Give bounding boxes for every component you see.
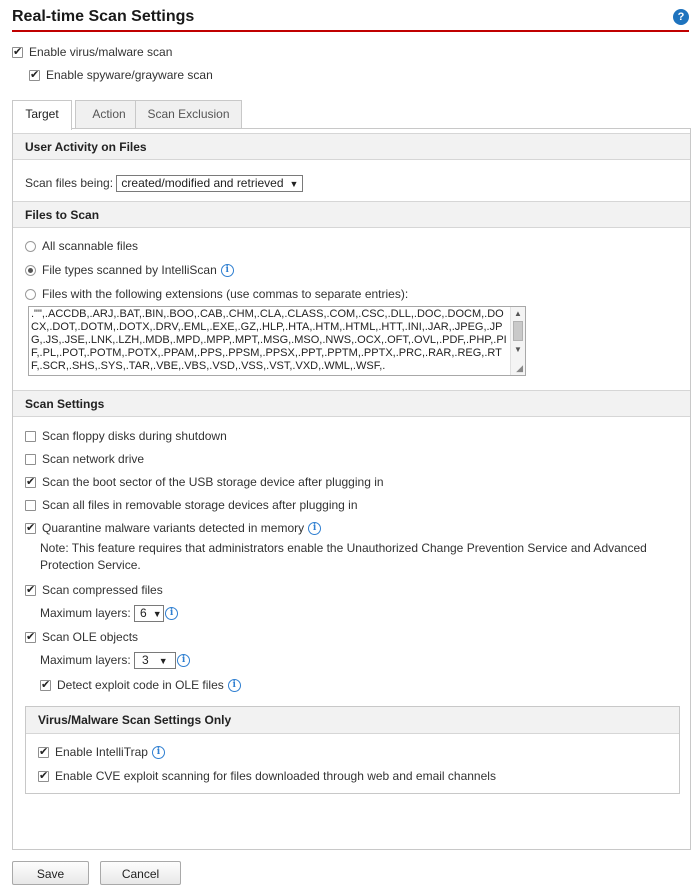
ole-layers-row bbox=[40, 652, 190, 669]
extensions-textarea[interactable] bbox=[28, 306, 526, 376]
info-icon[interactable]: i bbox=[165, 607, 178, 620]
option-all-scannable[interactable] bbox=[25, 238, 138, 254]
option-intelliscan[interactable] bbox=[25, 262, 234, 278]
page-header bbox=[12, 6, 689, 32]
scan-floppy-checkbox[interactable] bbox=[25, 431, 36, 442]
scan-usb-boot-label: Scan the boot sector of the USB storage device after plugging in bbox=[42, 475, 384, 489]
compressed-layers-select[interactable] bbox=[134, 605, 164, 622]
scan-floppy-label: Scan floppy disks during shutdown bbox=[42, 429, 227, 443]
scan-compressed-option[interactable] bbox=[25, 582, 163, 598]
ole-layers-select[interactable] bbox=[134, 652, 176, 669]
ole-layers-label: Maximum layers: bbox=[40, 653, 131, 667]
scan-files-being-row bbox=[25, 175, 303, 192]
chevron-down-icon: ▼ bbox=[158, 656, 168, 667]
ole-layers-value: 3 bbox=[142, 653, 149, 668]
scroll-thumb[interactable] bbox=[513, 321, 523, 341]
scan-ole-option[interactable] bbox=[25, 629, 138, 645]
compressed-layers-label: Maximum layers: bbox=[40, 606, 131, 620]
all-scannable-radio[interactable] bbox=[25, 241, 36, 252]
scan-removable-label: Scan all files in removable storage devices after plugging in bbox=[42, 498, 358, 512]
chevron-down-icon: ▼ bbox=[289, 179, 299, 190]
scan-usb-boot-checkbox[interactable] bbox=[25, 477, 36, 488]
detect-exploit-checkbox[interactable] bbox=[40, 680, 51, 691]
info-icon[interactable]: i bbox=[177, 654, 190, 667]
user-activity-heading: User Activity on Files bbox=[13, 133, 690, 160]
help-icon[interactable]: ? bbox=[673, 9, 689, 25]
info-icon[interactable]: i bbox=[308, 522, 321, 535]
scan-usb-boot-option[interactable] bbox=[25, 474, 384, 490]
intelliscan-label: File types scanned by IntelliScan bbox=[42, 263, 217, 277]
files-to-scan-heading: Files to Scan bbox=[13, 201, 690, 228]
all-scannable-label: All scannable files bbox=[42, 239, 139, 253]
chevron-down-icon: ▼ bbox=[152, 609, 162, 620]
enable-virus-scan-checkbox[interactable] bbox=[12, 47, 23, 58]
enable-spyware-scan-label: Enable spyware/grayware scan bbox=[46, 68, 213, 82]
scan-settings-heading: Scan Settings bbox=[13, 390, 690, 417]
detect-exploit-option[interactable] bbox=[40, 677, 241, 693]
scan-removable-checkbox[interactable] bbox=[25, 500, 36, 511]
virus-only-heading: Virus/Malware Scan Settings Only bbox=[26, 707, 679, 734]
scan-ole-checkbox[interactable] bbox=[25, 632, 36, 643]
scan-network-label: Scan network drive bbox=[42, 452, 145, 466]
resize-grip-icon[interactable]: ◢ bbox=[516, 363, 523, 373]
scan-compressed-label: Scan compressed files bbox=[42, 583, 163, 597]
enable-spyware-scan-option[interactable] bbox=[29, 67, 213, 83]
quarantine-label: Quarantine malware variants detected in memory bbox=[42, 521, 305, 535]
scroll-down-icon[interactable]: ▼ bbox=[514, 345, 522, 354]
info-icon[interactable]: i bbox=[152, 746, 165, 759]
detect-exploit-label: Detect exploit code in OLE files bbox=[57, 678, 224, 692]
enable-spyware-scan-checkbox[interactable] bbox=[29, 70, 40, 81]
enable-virus-scan-option[interactable] bbox=[12, 44, 172, 60]
intellitrap-checkbox[interactable] bbox=[38, 747, 49, 758]
extensions-label: Files with the following extensions (use commas to separate entries): bbox=[42, 287, 409, 301]
scan-files-being-label: Scan files being: bbox=[25, 176, 114, 190]
extensions-radio[interactable] bbox=[25, 289, 36, 300]
scan-floppy-option[interactable] bbox=[25, 428, 227, 444]
compressed-layers-value: 6 bbox=[140, 606, 147, 621]
scan-removable-option[interactable] bbox=[25, 497, 358, 513]
scan-network-option[interactable] bbox=[25, 451, 144, 467]
quarantine-note: Note: This feature requires that administrators enable the Unauthorized Change Prevention Service and Advanced Protection Service. bbox=[40, 541, 647, 572]
tab-target[interactable]: Target bbox=[12, 100, 72, 130]
cve-scan-option[interactable] bbox=[38, 768, 496, 784]
scan-compressed-checkbox[interactable] bbox=[25, 585, 36, 596]
virus-only-box bbox=[25, 706, 680, 794]
save-button[interactable]: Save bbox=[12, 861, 89, 885]
scan-network-checkbox[interactable] bbox=[25, 454, 36, 465]
info-icon[interactable]: i bbox=[228, 679, 241, 692]
info-icon[interactable]: i bbox=[221, 264, 234, 277]
enable-virus-scan-label: Enable virus/malware scan bbox=[29, 45, 173, 59]
quarantine-checkbox[interactable] bbox=[25, 523, 36, 534]
scan-files-being-value: created/modified and retrieved bbox=[121, 176, 284, 191]
intellitrap-option[interactable] bbox=[38, 744, 165, 760]
intelliscan-radio[interactable] bbox=[25, 265, 36, 276]
cve-scan-label: Enable CVE exploit scanning for files downloaded through web and email channels bbox=[55, 769, 496, 783]
scroll-up-icon[interactable]: ▲ bbox=[514, 309, 522, 318]
tab-scan-exclusion[interactable]: Scan Exclusion bbox=[135, 100, 242, 129]
intellitrap-label: Enable IntelliTrap bbox=[55, 745, 148, 759]
scan-files-being-select[interactable] bbox=[116, 175, 303, 192]
compressed-layers-row bbox=[40, 605, 178, 622]
scan-ole-label: Scan OLE objects bbox=[42, 630, 139, 644]
quarantine-option[interactable] bbox=[25, 520, 321, 536]
page-title: Real-time Scan Settings bbox=[12, 8, 195, 25]
tab-action[interactable]: Action bbox=[75, 100, 143, 129]
cancel-button[interactable]: Cancel bbox=[100, 861, 181, 885]
cve-scan-checkbox[interactable] bbox=[38, 771, 49, 782]
option-extensions[interactable] bbox=[25, 286, 408, 302]
extensions-text: ."",.ACCDB,.ARJ,.BAT,.BIN,.BOO,.CAB,.CHM,.CLA,.CLASS,.COM,.CSC,.DLL,.DOC,.DOCM,.DOCX,.DOT,.DOTM,.DOTX,.DRV,.EML,.EXE,.GZ,.HLP,.HTA,.HTM,.HTML,.HTT,.INI,.JAR,.JPEG,.JPG,.JS,.JSE,.LNK,.LZH,.MDB,.MPD,.MPP,.MPT,.MSG,.MSO,.NWS,.OCX,.OFT,.OVL,.PDF,.PHP,.PIF,.PL,.POT,.POTM,.POTX,.PPAM,.PPS,.PPSM,.PPSX,.PPT,.PPTM,.PPTX,.PRC,.RAR,.REG,.RTF,.SCR,.SHS,.SYS,.TAR,.VBE,.VBS,.VSD,.VSS,.VST,.VXD,.WML,.WSF,. bbox=[31, 308, 507, 372]
